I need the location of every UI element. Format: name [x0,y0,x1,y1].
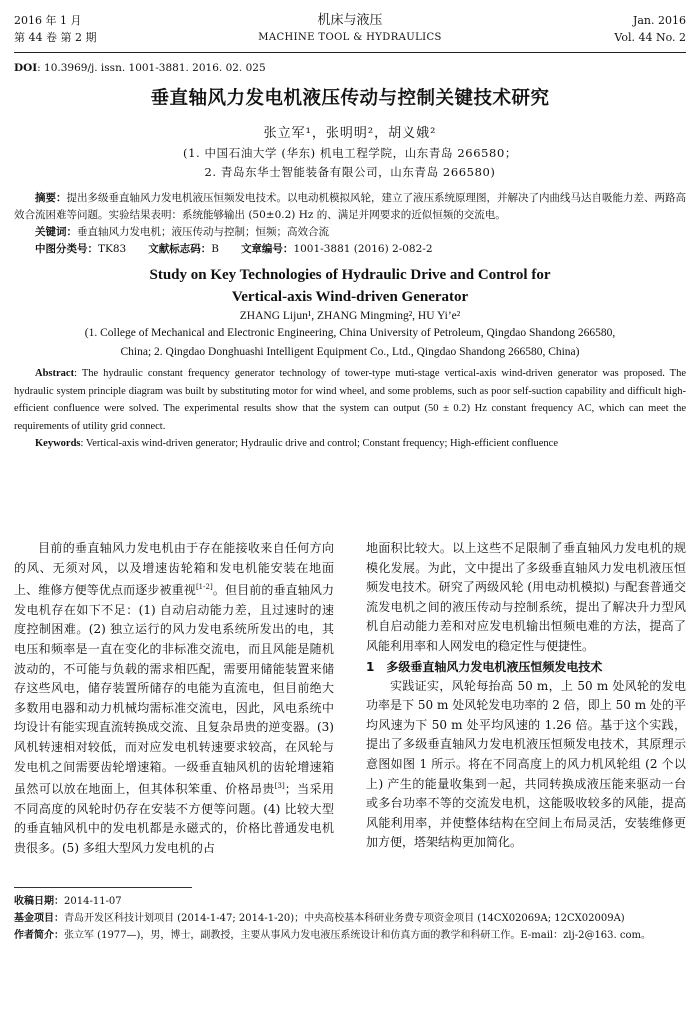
citation-ref: [3] [274,782,285,791]
running-header [14,12,686,52]
journal-name-en: MACHINE TOOL & HYDRAULICS [258,32,442,43]
body-text: 。但目前的垂直轴风力发电机存在如下不足：(1) 自动启动能力差，且过速时的速度控制困难。(2) 独立运行的风力发电系统所发出的电，其电压和频率是一直在变化的非标准交流电，而且风能是随机波动的，不可能与负载的需求相匹配，需要用储能装置来储存这些风电，储存装置所储存的电能为直流电，但目前绝大多数用电器和动力机械均需标准交流电，因此，风电系统中均设计有能实现直流转换成交流、且复杂昂贵的逆变器。(3) 风机转速相对较低，而对应发电机转速要求较高，在风轮与发电机之间需要齿轮增速箱。一级垂直轴风机的齿轮增速箱虽然可以放在地面上，但其体积笨重、价格昂贵 [14,583,334,797]
footnote-bio [14,927,686,944]
abstract-en-text: : The hydraulic constant frequency generator technology of tower-type muti-stage vertical-axis wind-driven generator was proposed. The hydraulic system principle diagram was built by substituting motor for wind wheel, and some problems, such as poor self-suction capability and difficult high-efficient confluence were solved. The experimental results show that the system can output (50 ± 0.2) Hz constant frequency AC, which can meet the requirements of utility grid connect. [14,368,686,432]
clc-label: 中图分类号： [35,243,98,255]
doc-code-label: 文献标志码： [148,243,212,255]
header-right [614,12,686,46]
footnote-fund [14,910,686,927]
fund-value: 青岛开发区科技计划项目 (2014-1-47; 2014-1-20)；中央高校基本科研业务费专项资金项目 (14CX02069A; 12CX02009A) [64,913,625,924]
body-text: ；当采用不同高度的风轮时仍存在安装不方便等问题。(4) 比较大型的垂直轴风机中的发电机都是永磁式的，价格比普通发电机贵很多。(5) 多组大型风力发电机的占 [14,782,334,855]
issue-volume-cn: 第 44 卷 第 2 期 [14,31,97,44]
affiliations-en [14,324,686,362]
title-cn: 垂直轴风力发电机液压传动与控制关键技术研究 [150,88,550,109]
keywords-cn-label: 关键词： [35,226,77,238]
issue-date-en: Jan. 2016 [632,14,686,27]
article-number-value: 1001-3881 (2016) 2-082-2 [293,243,433,255]
keywords-en-label: Keywords [35,438,81,449]
keywords-cn-text: 垂直轴风力发电机；液压传动与控制；恒频；高效合流 [77,226,329,238]
issue-date-cn: 2016 年 1 月 [14,14,82,27]
bio-label: 作者简介： [14,930,64,941]
affiliations-cn [14,144,686,182]
body-column-left [14,539,334,859]
authors-en: ZHANG Lijun¹, ZHANG Mingming², HU Yi’e² [239,310,461,322]
footnote-rule [14,887,192,888]
received-label: 收稿日期： [14,896,64,907]
header-rule [14,52,686,53]
article-number-label: 文章编号： [240,243,294,255]
keywords-en-text: : Vertical-axis wind-driven generator; Hydraulic drive and control; Constant frequency; High-efficient confluence [80,438,558,449]
abstract-cn [14,190,686,224]
clc-value: TK83 [98,243,127,255]
keywords-en [14,435,686,452]
affiliation-cn-1: (1. 中国石油大学 (华东) 机电工程学院，山东青岛 266580； [183,146,517,160]
paper-page [14,12,686,452]
keywords-cn [14,224,686,241]
body-paragraph: 地面积比较大。以上这些不足限制了垂直轴风力发电机的规模化发展。为此，文中提出了多级垂直轴风力发电机液压恒频发电技术。研究了两级风轮 (用电动机模拟) 与配套普通交流发电机之间的液压传动与控制系统，提出了解决升力型风机自启动能力差和对应发电机输出恒频电难的方法，提高了风能利用率和人网发电的稳定性与便捷性。 [366,541,686,653]
body-columns [14,539,686,869]
abstract-cn-label: 摘要： [35,192,67,204]
body-text: 目前的垂直轴风力发电机由于存在能接收来自任何方向的风、无须对风，以及增速齿轮箱和发电机能安装在地面上、维修方便等优点而逐步被重视 [14,541,334,598]
classification-line [14,241,686,258]
section-heading: 1 多级垂直轴风力发电机液压恒频发电技术 [366,659,603,674]
body-paragraph [14,539,334,859]
issue-volume-en: Vol. 44 No. 2 [614,31,686,44]
affiliation-en-2: China; 2. Qingdao Donghuashi Intelligent Equipment Co., Ltd., Qingdao Shandong 266580, China) [120,346,580,358]
affiliation-cn-2: 2. 青岛东华士智能装备有限公司，山东青岛 266580) [204,165,496,179]
authors-cn: 张立军¹，张明明²，胡义娥² [263,126,437,141]
affiliation-en-1: (1. College of Mechanical and Electronic Engineering, China University of Petroleum, Qingdao Shandong 266580, [84,327,616,339]
abstract-cn-text: 提出多级垂直轴风力发电机液压恒频发电技术。以电动机模拟风轮，建立了液压系统原理图，并解决了内曲线马达自吸能力差、两路高效合流困难等问题。实验结果表明：系统能够输出 (50±0.2) Hz 的、满足并网要求的近似恒频的交流电。 [14,192,686,221]
doi-value: : 10.3969/j. issn. 1001-3881. 2016. 02. 025 [37,62,266,74]
title-en-line-2: Vertical-axis Wind-driven Generator [231,289,469,305]
doi-label: DOI [14,62,38,74]
title-en [14,264,686,308]
footnote-received [14,893,686,910]
journal-name-cn: 机床与液压 [317,13,383,28]
received-value: 2014-11-07 [64,896,122,907]
doi-line [14,62,686,74]
footnotes [14,893,686,944]
body-paragraph: 实践证实，风轮每抬高 50 m，上 50 m 处风轮的发电功率是下 50 m 处风轮发电功率的 2 倍，即上 50 m 处的平均风速为下 50 m 处平均风速的 1.26 倍。基于这个实践，提出了多级垂直轴风力发电机液压恒频发电技术，其原理示意图如图 1 所示。将在不同高度上的风力机风轮组 (2 个以上) 产生的能量收集到一起，共同转换成液压能来驱动一台或多台功率不等的交流发电机，这能吸收较多的风能，提高风能利用率，并使整体结构在空间上布局灵活，安装维修更加方便，塔架结构更加简化。 [366,678,686,850]
header-center [14,12,686,46]
fund-label: 基金项目： [14,913,64,924]
citation-ref: [1-2] [195,583,213,592]
abstract-en-label: Abstract [35,368,75,379]
bio-value: 张立军 (1977—)，男，博士，副教授，主要从事风力发电液压系统设计和仿真方面的教学和科研工作。E-mail：zlj-2@163. com。 [64,930,651,941]
title-en-line-1: Study on Key Technologies of Hydraulic Drive and Control for [149,267,551,283]
abstract-en [14,365,686,435]
doc-code-value: B [211,243,219,255]
body-column-right [366,539,686,853]
